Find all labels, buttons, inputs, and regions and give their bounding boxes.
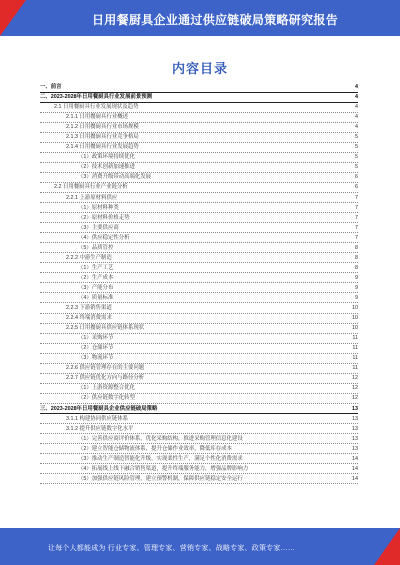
toc-entry-page: 12: [346, 374, 358, 383]
toc-entry-page: 14: [346, 475, 358, 484]
toc-entry-page: 8: [346, 244, 358, 253]
toc-entry[interactable]: [40, 334, 358, 344]
toc-entry-text: （5）加强供应链风险管理，建立预警机制，保障供应链稳定安全运行: [78, 475, 346, 484]
header-accent-triangle: [0, 0, 26, 36]
toc-entry[interactable]: [40, 394, 358, 404]
toc-entry[interactable]: [40, 244, 358, 254]
toc-entry[interactable]: [40, 405, 358, 415]
toc-entry[interactable]: [40, 103, 358, 113]
toc-entry-page: 13: [346, 415, 358, 424]
toc-entry[interactable]: [40, 83, 358, 93]
toc-entry-page: 6: [346, 183, 358, 192]
toc-entry-text: 2.2 日用餐厨具行业产业链分析: [54, 183, 346, 192]
toc-entry-text: （2）建立智能仓储物流体系，提升仓储作业效率，降低库存成本: [78, 445, 346, 454]
toc-entry-text: （2）仓储环节: [78, 344, 346, 353]
toc-entry-page: 9: [346, 284, 358, 293]
toc-entry[interactable]: [40, 455, 358, 465]
toc-entry[interactable]: [40, 224, 358, 234]
toc-entry-text: （1）政策环境持续优化: [78, 153, 346, 162]
toc-entry-text: 2.2.3 下游销售渠道: [66, 304, 346, 313]
toc-entry-text: 2.2.5 日用餐厨具供应链体系现状: [66, 324, 346, 333]
toc-entry[interactable]: [40, 304, 358, 314]
toc-entry[interactable]: [40, 274, 358, 284]
toc-entry-page: 9: [346, 274, 358, 283]
toc-entry-text: （1）采购环节: [78, 334, 346, 343]
toc-entry-page: 12: [346, 394, 358, 403]
toc-entry[interactable]: [40, 183, 358, 193]
toc-entry-page: 4: [346, 83, 358, 92]
toc-heading: 内容目录: [171, 61, 228, 76]
footer-slogan: 让每个人都能成为 行业专家、管理专家、营销专家、战略专家、政策专家……: [48, 545, 295, 552]
toc-entry-page: 11: [346, 364, 358, 373]
toc-entry-page: 13: [346, 445, 358, 454]
toc-entry[interactable]: [40, 163, 358, 173]
report-title: 日用餐厨具企业通过供应链破局策略研究报告: [92, 13, 339, 27]
toc-entry[interactable]: [40, 415, 358, 425]
toc-entry-page: 7: [346, 234, 358, 243]
toc-entry-text: （2）供应链数字化转型: [78, 394, 346, 403]
toc-entry-page: 11: [346, 354, 358, 363]
toc-entry-page: 4: [346, 103, 358, 112]
toc-entry[interactable]: [40, 324, 358, 334]
toc-entry-page: 7: [346, 214, 358, 223]
toc-entry-text: 2.2.2 中游生产制造: [66, 254, 346, 263]
toc-entry-page: 10: [346, 324, 358, 333]
toc-entry[interactable]: [40, 475, 358, 485]
toc-entry-text: 三、2023-2028年日用餐厨具企业供应链破局策略: [40, 405, 346, 414]
toc-entry-page: 14: [346, 465, 358, 474]
toc-entry-text: 3.1.1 构建协同供应链体系: [66, 415, 346, 424]
toc-entry[interactable]: [40, 465, 358, 475]
toc-entry[interactable]: [40, 133, 358, 143]
toc-entry-page: 13: [346, 425, 358, 434]
toc-entry-page: 7: [346, 204, 358, 213]
toc-entry-text: （2）原材料价格走势: [78, 214, 346, 223]
toc-entry-page: 5: [346, 153, 358, 162]
toc-entry-text: （1）生产工艺: [78, 264, 346, 273]
toc-entry-page: 8: [346, 264, 358, 273]
toc-entry-page: 5: [346, 133, 358, 142]
toc-entry-text: （1）原材料种类: [78, 204, 346, 213]
toc-entry-page: 7: [346, 224, 358, 233]
report-header: [0, 0, 400, 36]
toc-entry[interactable]: [40, 344, 358, 354]
toc-entry[interactable]: [40, 234, 358, 244]
toc-entry-page: 7: [346, 194, 358, 203]
toc-entry-text: 2.1.2 日用餐厨具行业市场规模: [66, 123, 346, 132]
toc-entry-page: 8: [346, 254, 358, 263]
toc-entry-text: （2）生产成本: [78, 274, 346, 283]
toc-entry[interactable]: [40, 153, 358, 163]
toc-entry-text: 2.1.4 日用餐厨具行业发展趋势: [66, 143, 346, 152]
toc-entry-text: 2.1.3 日用餐厨具行业竞争格局: [66, 133, 346, 142]
toc-entry-text: 2.2.7 供应链优化方向与路径分析: [66, 374, 346, 383]
toc-entry-page: 11: [346, 334, 358, 343]
toc-entry-text: （1）上游资源整合优化: [78, 384, 346, 393]
toc-entry-text: 2.2.6 供应链管理存在的主要问题: [66, 364, 346, 373]
toc-entry-text: （2）技术创新加速推进: [78, 163, 346, 172]
toc-entry[interactable]: [40, 435, 358, 445]
toc-entry-page: 14: [346, 455, 358, 464]
toc-entry-text: 2.2.1 上游原材料供应: [66, 194, 346, 203]
toc-entry[interactable]: [40, 254, 358, 264]
toc-entry-text: 一、前言: [40, 83, 346, 92]
toc-entry-page: 4: [346, 123, 358, 132]
toc-entry[interactable]: [40, 314, 358, 324]
toc-entry-text: （4）供应稳定性分析: [78, 234, 346, 243]
toc-entry-page: 10: [346, 314, 358, 323]
toc-entry[interactable]: [40, 364, 358, 374]
toc-entry[interactable]: [40, 113, 358, 123]
toc-entry[interactable]: [40, 374, 358, 384]
toc-entry-text: 2.1.1 日用餐厨具行业概述: [66, 113, 346, 122]
toc-entry-page: 6: [346, 173, 358, 182]
toc-entry-page: 10: [346, 304, 358, 313]
toc-entry-text: （4）质量标准: [78, 294, 346, 303]
toc-entry-page: 5: [346, 163, 358, 172]
toc-entry-text: （3）主要供应商: [78, 224, 346, 233]
toc-entry-page: 4: [346, 93, 358, 102]
toc-entry-page: 9: [346, 294, 358, 303]
toc-entry-text: （3）产能分布: [78, 284, 346, 293]
toc-entry-text: 2.1 日用餐厨具行业发展现状及趋势: [54, 103, 346, 112]
toc-entry[interactable]: [40, 214, 358, 224]
toc-entry-page: 4: [346, 113, 358, 122]
toc-entry-text: 3.1.2 提升供应链数字化水平: [66, 425, 346, 434]
toc-entry[interactable]: [40, 173, 358, 183]
toc-entry-text: （3）消费升级带动高端化发展: [78, 173, 346, 182]
toc-entry[interactable]: [40, 204, 358, 214]
toc-entry-text: （1）完善供应商评价体系，优化采购结构，推进采购管理信息化建设: [78, 435, 346, 444]
toc-entry[interactable]: [40, 425, 358, 435]
toc-entry-page: 13: [346, 435, 358, 444]
toc-entry[interactable]: [40, 284, 358, 294]
report-footer: [0, 528, 400, 565]
toc-entry-page: 5: [346, 143, 358, 152]
toc-entry[interactable]: [40, 194, 358, 204]
toc-entry-page: 11: [346, 344, 358, 353]
toc-entry-text: （4）拓展线上线下融合销售渠道，提升终端服务能力，增强品牌影响力: [78, 465, 346, 474]
toc-entry-text: （5）品质管控: [78, 244, 346, 253]
toc-entry[interactable]: [40, 354, 358, 364]
table-of-contents: [40, 83, 358, 485]
toc-entry-text: 二、2023-2028年日用餐厨具行业发展前景预测: [40, 93, 346, 102]
toc-entry[interactable]: [40, 123, 358, 133]
toc-entry[interactable]: [40, 294, 358, 304]
toc-entry-text: 2.2.4 终端消费需求: [66, 314, 346, 323]
toc-entry[interactable]: [40, 445, 358, 455]
toc-entry[interactable]: [40, 384, 358, 394]
toc-entry-text: （3）推动生产制造智能化升级，实现柔性生产，满足个性化消费需求: [78, 455, 346, 464]
toc-entry[interactable]: [40, 264, 358, 274]
toc-entry[interactable]: [40, 143, 358, 153]
toc-entry-page: 13: [346, 405, 358, 414]
toc-entry[interactable]: [40, 93, 358, 103]
toc-entry-text: （3）物流环节: [78, 354, 346, 363]
toc-entry-page: 12: [346, 384, 358, 393]
